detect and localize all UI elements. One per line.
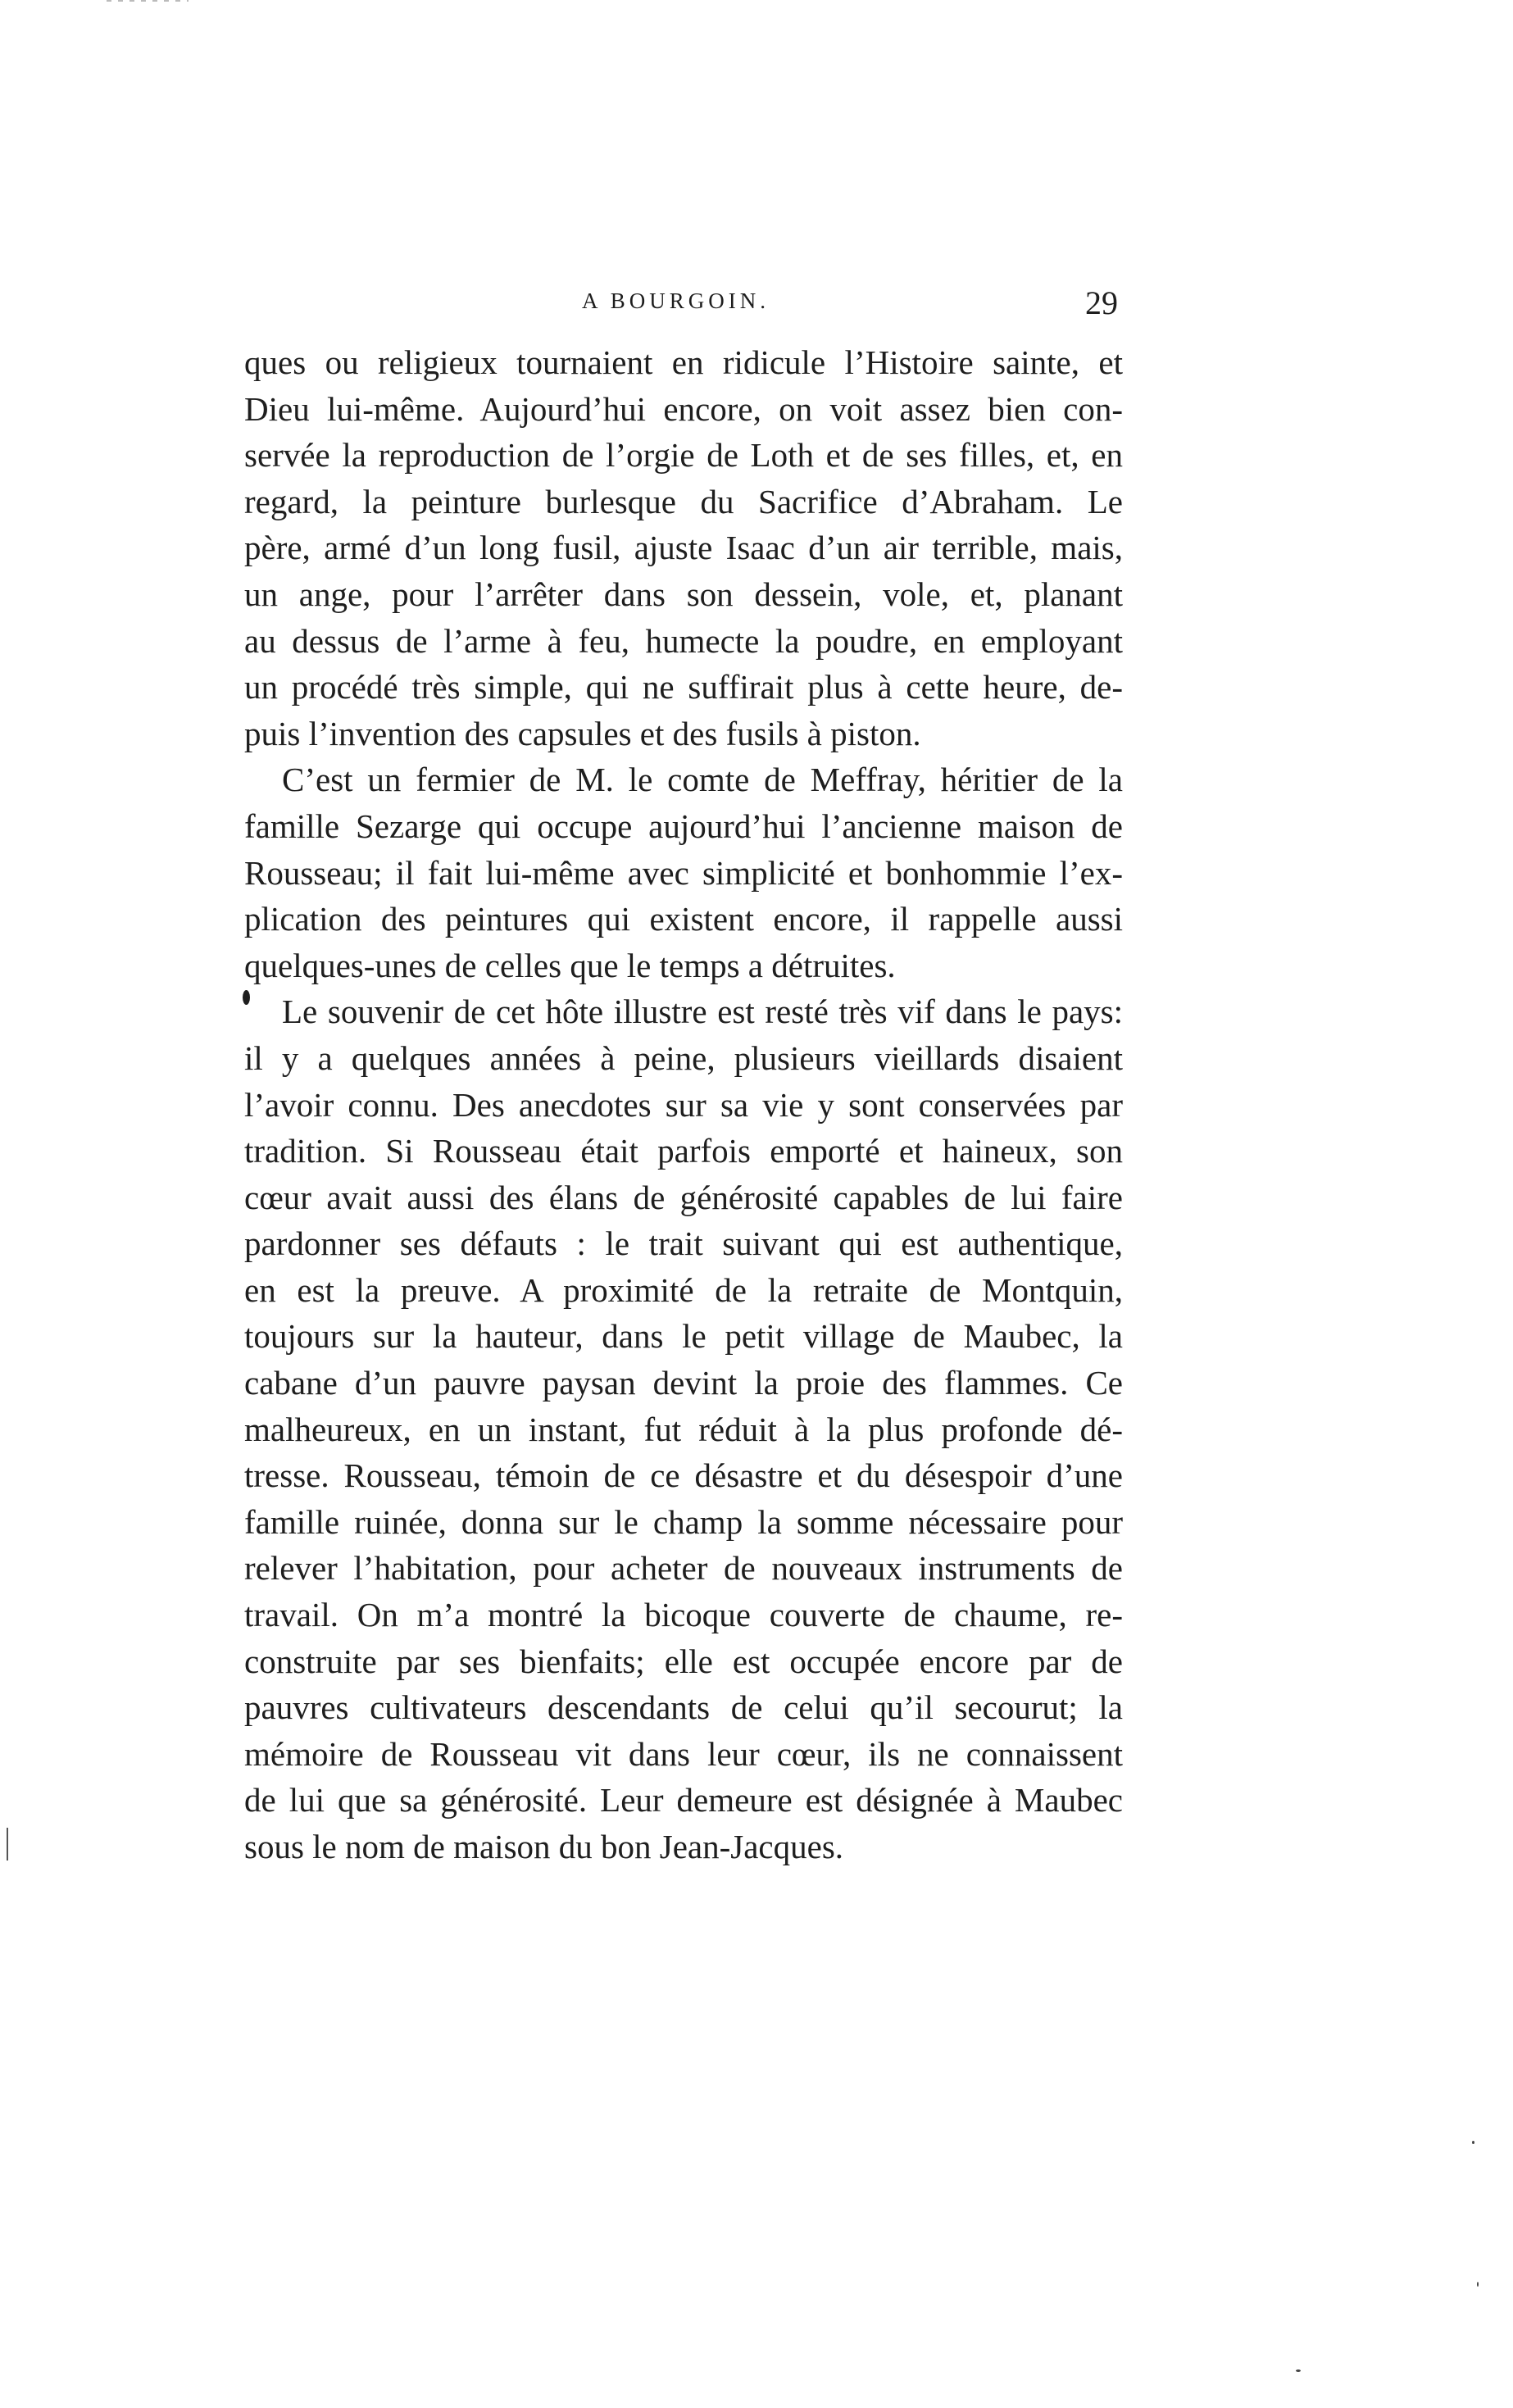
text-line: l’avoir connu. Des anecdotes sur sa vie y sont conservées par xyxy=(244,1085,1123,1124)
text-line: famille Sezarge qui occupe aujourd’hui l’ancienne maison de xyxy=(244,806,1123,845)
margin-mark xyxy=(7,1828,8,1861)
text-line: Dieu lui-même. Aujourd’hui encore, on voit assez bien con- xyxy=(244,389,1123,428)
text-line: Le souvenir de cet hôte illustre est resté très vif dans le pays: xyxy=(282,993,1123,1031)
text-line: un procédé très simple, qui ne suffirait plus à cette heure, de- xyxy=(244,668,1123,706)
text-line: servée la reproduction de l’orgie de Loth et de ses filles, et, en xyxy=(244,436,1123,475)
scan-speck xyxy=(1472,2141,1474,2144)
text-line: tradition. Si Rousseau était parfois emporté et haineux, son xyxy=(244,1132,1123,1170)
text-line: en est la preuve. A proximité de la retraite de Montquin, xyxy=(244,1270,1123,1309)
text-line: malheureux, en un instant, fut réduit à la plus profonde dé- xyxy=(244,1410,1123,1448)
scan-speck xyxy=(107,0,189,2)
text-line: mémoire de Rousseau vit dans leur cœur, ils ne connaissent xyxy=(244,1734,1123,1773)
text-line: regard, la peinture burlesque du Sacrifice d’Abraham. Le xyxy=(244,482,1123,520)
text-line: père, armé d’un long fusil, ajuste Isaac d’un air terrible, mais, xyxy=(244,529,1123,567)
text-line: construite par ses bienfaits; elle est occupée encore par de xyxy=(244,1642,1123,1680)
text-line: un ange, pour l’arrêter dans son dessein, vole, et, planant xyxy=(244,575,1123,613)
text-line: il y a quelques années à peine, plusieurs vieillards disaient xyxy=(244,1038,1123,1077)
body-text xyxy=(244,339,1123,1870)
scan-speck xyxy=(1477,2282,1479,2287)
text-line: de lui que sa générosité. Leur demeure est désignée à Maubec xyxy=(244,1781,1123,1820)
text-line: cabane d’un pauvre paysan devint la proie des flammes. Ce xyxy=(244,1364,1123,1402)
text-line: ques ou religieux tournaient en ridicule l’Histoire sainte, et xyxy=(244,343,1123,381)
text-line: pauvres cultivateurs descendants de celui qu’il secourut; la xyxy=(244,1688,1123,1727)
text-line: C’est un fermier de M. le comte de Meffray, héritier de la xyxy=(282,761,1123,799)
page-number: 29 xyxy=(1085,284,1118,321)
text-line: travail. On m’a montré la bicoque couverte de chaume, re- xyxy=(244,1596,1123,1634)
scan-speck xyxy=(1296,2369,1301,2372)
text-line: cœur avait aussi des élans de générosité capables de lui faire xyxy=(244,1178,1123,1216)
text-line: quelques-unes de celles que le temps a détruites. xyxy=(244,946,896,984)
text-line: Rousseau; il fait lui-même avec simplicité et bonhommie l’ex- xyxy=(244,853,1123,892)
text-line: pardonner ses défauts : le trait suivant qui est authentique, xyxy=(244,1224,1123,1263)
text-line: relever l’habitation, pour acheter de nouveaux instruments de xyxy=(244,1549,1123,1588)
text-line: puis l’invention des capsules et des fusils à piston. xyxy=(244,714,921,752)
running-title: A BOURGOIN. xyxy=(582,289,770,313)
text-line: toujours sur la hauteur, dans le petit village de Maubec, la xyxy=(244,1317,1123,1356)
text-line: tresse. Rousseau, témoin de ce désastre et du désespoir d’une xyxy=(244,1456,1123,1495)
text-line: plication des peintures qui existent encore, il rappelle aussi xyxy=(244,900,1123,938)
running-head xyxy=(246,284,1118,325)
text-line: famille ruinée, donna sur le champ la somme nécessaire pour xyxy=(244,1502,1123,1541)
text-line: sous le nom de maison du bon Jean-Jacques. xyxy=(244,1828,844,1865)
text-line: au dessus de l’arme à feu, humecte la poudre, en employant xyxy=(244,621,1123,660)
